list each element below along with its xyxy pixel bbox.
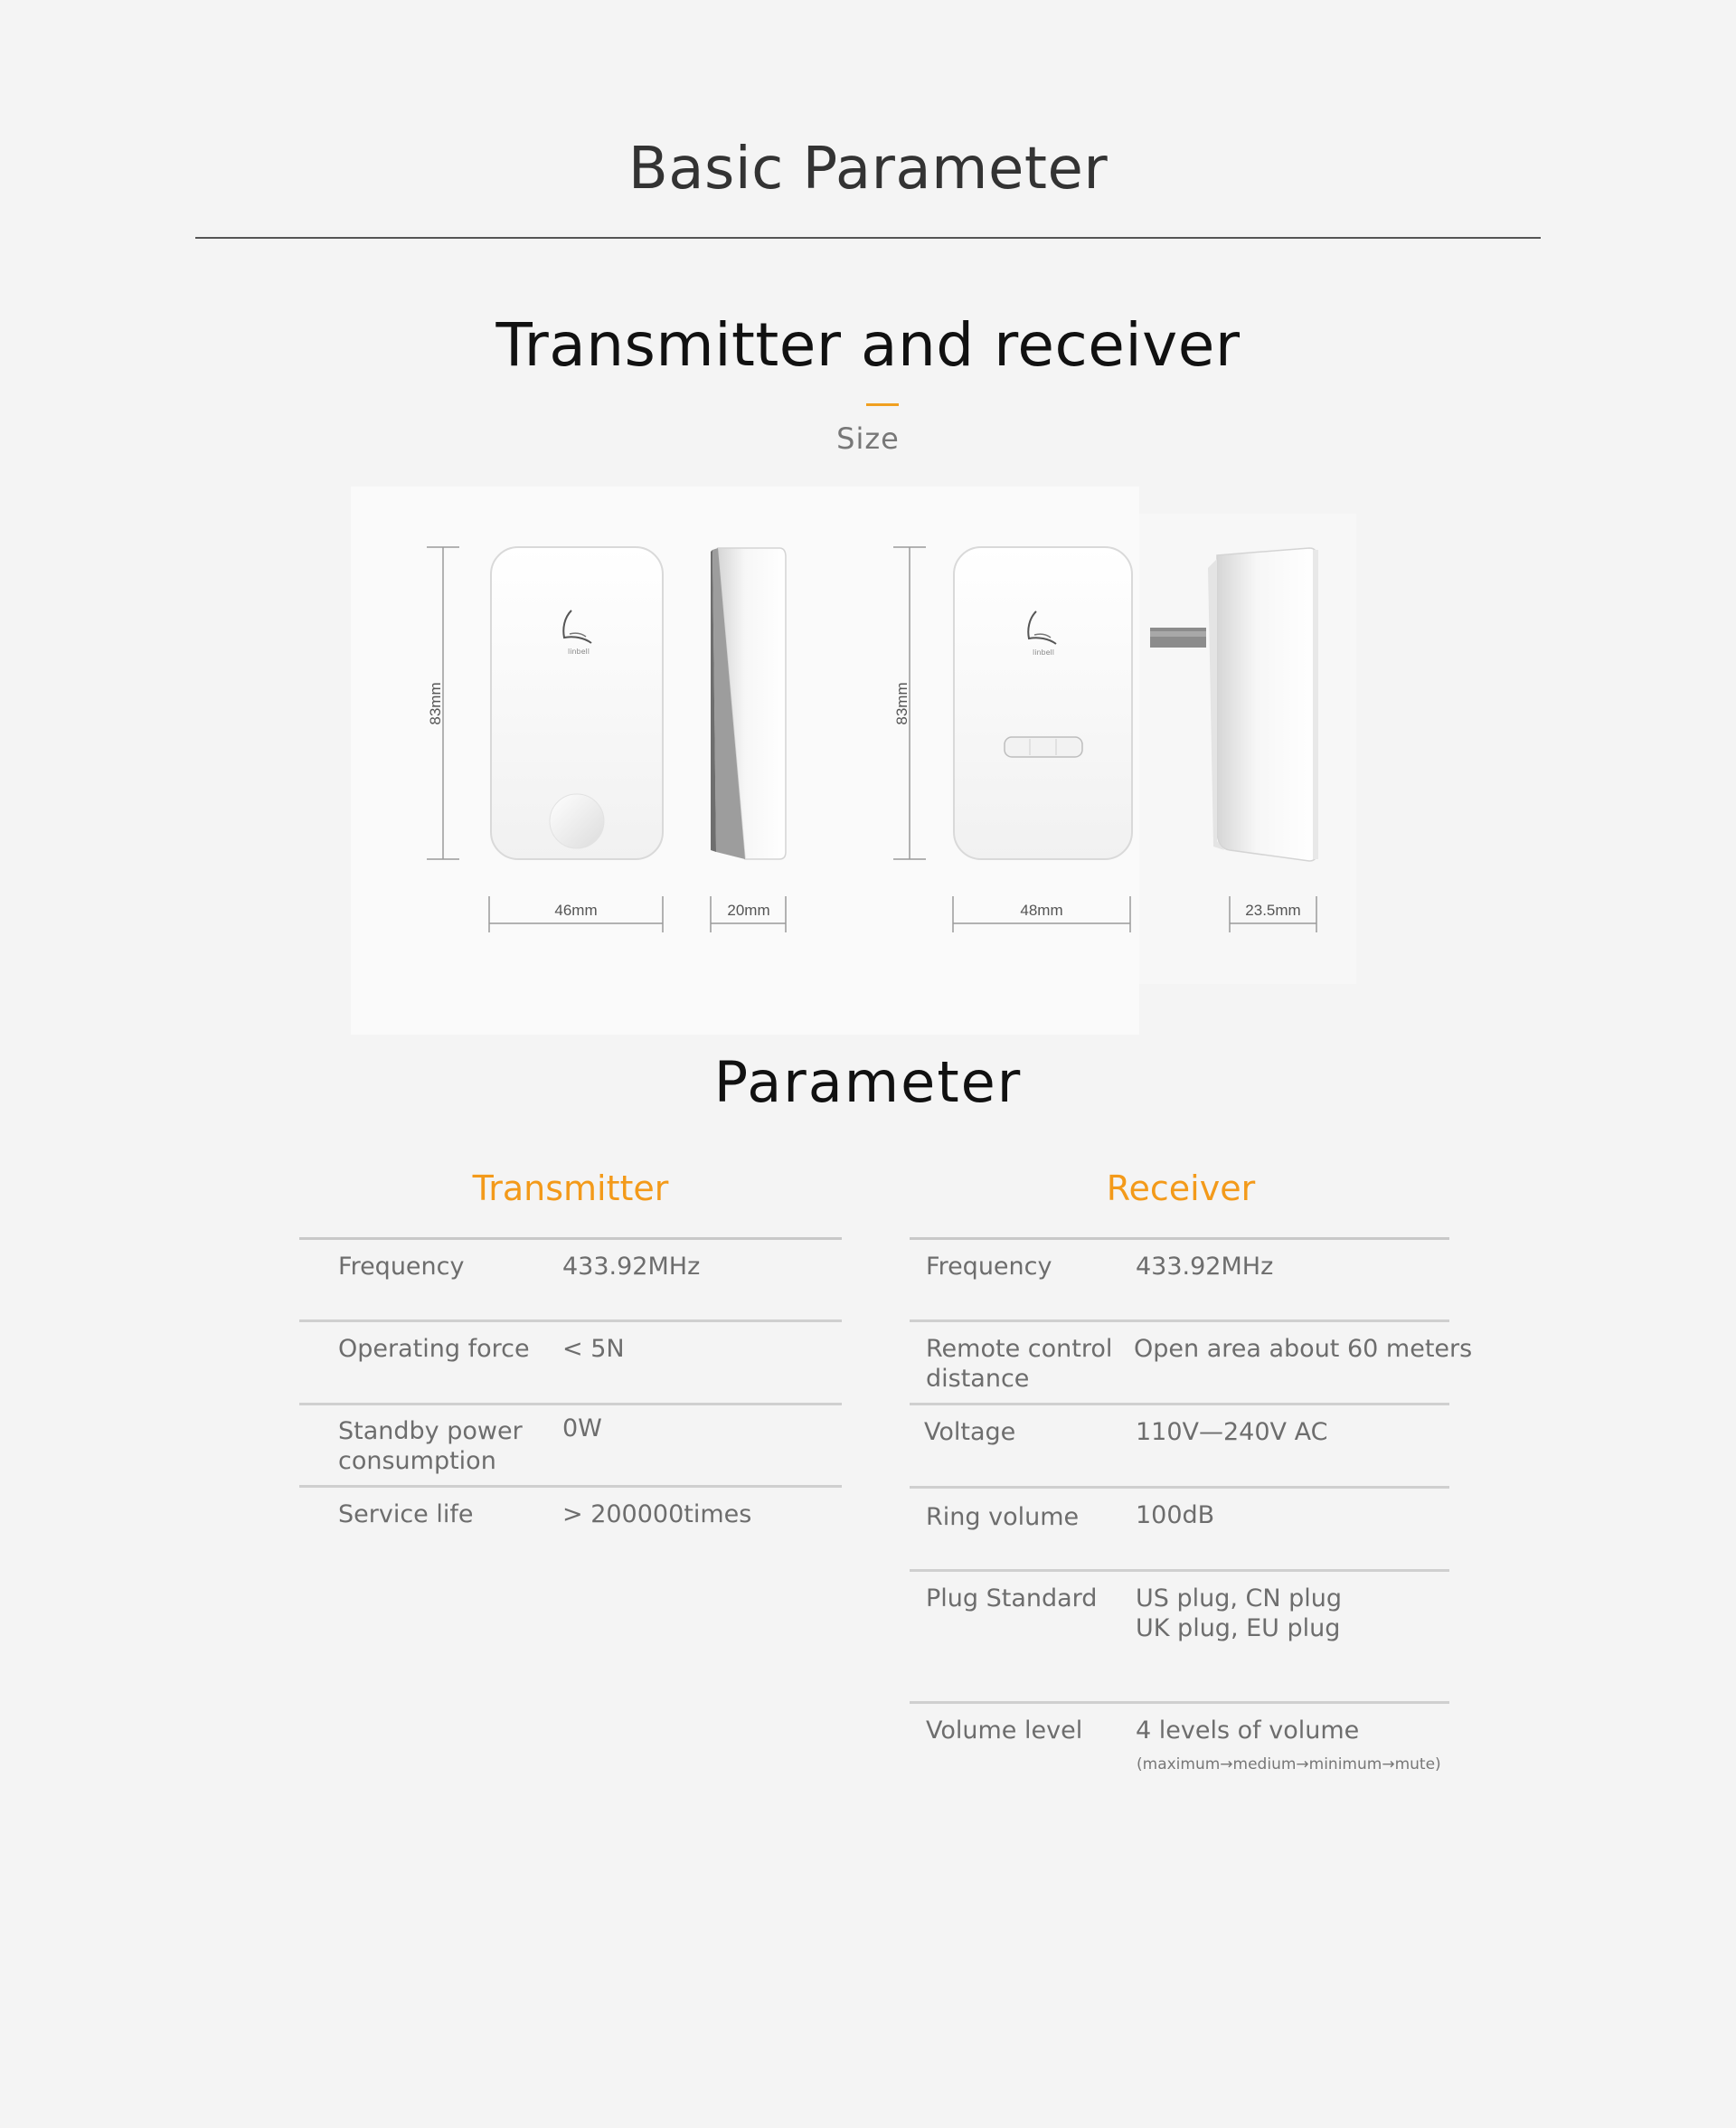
table-divider (910, 1569, 1449, 1572)
rx-frequency-value: 433.92MHz (1136, 1253, 1274, 1281)
rx-plug-standard-value-line1: US plug, CN plug (1136, 1584, 1343, 1613)
table-divider (910, 1319, 1449, 1322)
transmitter-heading: Transmitter (472, 1168, 669, 1208)
section-subtitle: Size (836, 421, 900, 456)
section-title: Transmitter and receiver (495, 310, 1241, 380)
tx-operating-force-value: < 5N (562, 1335, 625, 1363)
volume-button (1005, 737, 1082, 757)
table-divider (299, 1237, 842, 1240)
table-divider (299, 1485, 842, 1488)
svg-text:linbell: linbell (1033, 648, 1054, 657)
rx-frequency-label: Frequency (926, 1253, 1052, 1281)
transmitter-depth-label: 20mm (727, 902, 770, 919)
size-illustration (351, 487, 1356, 1035)
doorbell-button (550, 794, 604, 848)
receiver-width-label: 48mm (1020, 902, 1063, 919)
rx-voltage-value: 110V—240V AC (1136, 1418, 1328, 1446)
receiver-height-label: 83mm (893, 682, 910, 725)
tx-service-life-label: Service life (338, 1500, 474, 1528)
tx-operating-force-label: Operating force (338, 1335, 530, 1363)
transmitter-side (711, 548, 786, 859)
header-divider (195, 237, 1541, 239)
table-divider (910, 1486, 1449, 1489)
rx-volume-level-value: 4 levels of volume (1136, 1717, 1360, 1745)
rx-remote-distance-value: Open area about 60 meters (1134, 1335, 1473, 1363)
rx-remote-distance-label-line1: Remote control (926, 1335, 1113, 1363)
rx-volume-level-note: (maximum→medium→minimum→mute) (1137, 1755, 1441, 1773)
rx-volume-level-label: Volume level (926, 1717, 1083, 1745)
rx-ring-volume-value: 100dB (1136, 1501, 1215, 1529)
svg-text:linbell: linbell (568, 648, 590, 656)
tx-frequency-label: Frequency (338, 1253, 465, 1281)
rx-remote-distance-label-line2: distance (926, 1365, 1030, 1393)
tx-standby-power-label-line1: Standby power (338, 1417, 523, 1445)
table-divider (910, 1237, 1449, 1240)
size-diagram (351, 487, 1356, 1035)
rx-ring-volume-label: Ring volume (926, 1503, 1080, 1531)
rx-plug-standard-value-line2: UK plug, EU plug (1136, 1614, 1341, 1642)
tx-frequency-value: 433.92MHz (562, 1253, 701, 1281)
accent-dash (866, 403, 899, 406)
transmitter-front (491, 547, 663, 859)
receiver-depth-label: 23.5mm (1245, 902, 1301, 919)
table-divider (299, 1403, 842, 1405)
transmitter-height-label: 83mm (427, 682, 444, 725)
transmitter-width-label: 46mm (554, 902, 598, 919)
parameter-title: Parameter (713, 1049, 1023, 1115)
tx-standby-power-label-line2: consumption (338, 1447, 496, 1475)
rx-voltage-label: Voltage (924, 1418, 1016, 1446)
receiver-heading: Receiver (1106, 1168, 1256, 1208)
tx-service-life-value: > 200000times (562, 1500, 752, 1528)
receiver-front (954, 547, 1132, 859)
tx-standby-power-value: 0W (562, 1414, 602, 1442)
plug-pin (1150, 628, 1206, 648)
table-divider (910, 1701, 1449, 1704)
table-divider (910, 1403, 1449, 1405)
page-title: Basic Parameter (627, 136, 1109, 203)
table-divider (299, 1319, 842, 1322)
rx-plug-standard-label: Plug Standard (926, 1584, 1098, 1613)
